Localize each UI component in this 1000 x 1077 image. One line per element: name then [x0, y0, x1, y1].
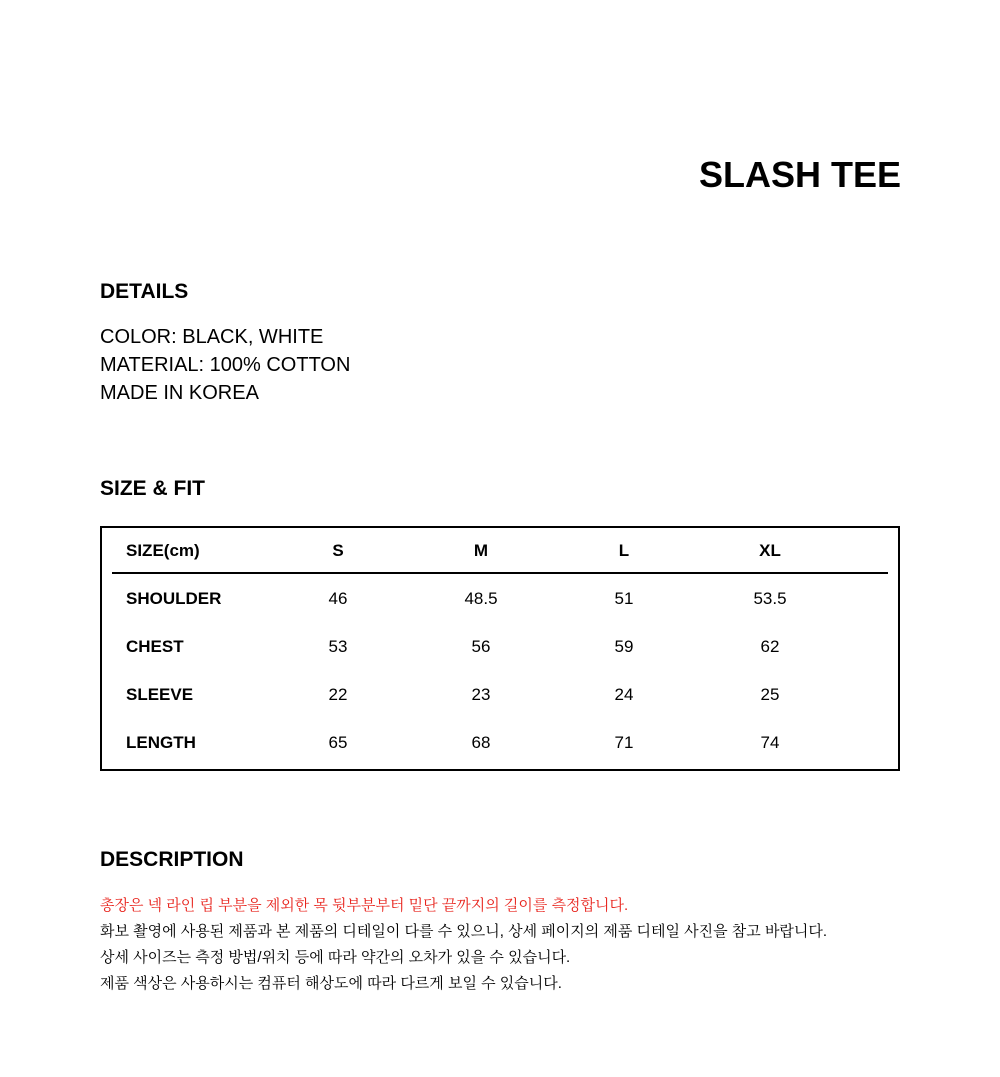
table-cell: 59 [614, 637, 634, 656]
table-cell: 74 [760, 733, 780, 752]
details-origin: MADE IN KOREA [100, 382, 259, 404]
details-heading: DETAILS [100, 280, 189, 303]
details-list [100, 323, 350, 407]
table-cell: 71 [614, 733, 634, 752]
table-cell: 62 [760, 637, 780, 656]
table-row [114, 589, 890, 613]
table-cell: 24 [614, 685, 634, 704]
description-heading: DESCRIPTION [100, 848, 244, 871]
column-header-size: SIZE(cm) [126, 541, 200, 560]
product-title: SLASH TEE [698, 154, 901, 195]
size-table-header [114, 541, 890, 565]
table-cell: 53 [328, 637, 348, 656]
size-table [100, 526, 900, 771]
table-cell: 23 [471, 685, 491, 704]
table-row [114, 637, 890, 661]
column-header-m: M [473, 541, 489, 560]
row-label-length: LENGTH [126, 733, 196, 752]
table-row [114, 733, 890, 757]
table-cell: 22 [328, 685, 348, 704]
details-material: MATERIAL: 100% COTTON [100, 354, 351, 376]
table-cell: 51 [614, 589, 634, 608]
description-note-color: 제품 색상은 사용하시는 컴퓨터 해상도에 따라 다르게 보일 수 있습니다. [100, 975, 562, 992]
description-note-measure: 상세 사이즈는 측정 방법/위치 등에 따라 약간의 오차가 있을 수 있습니다. [100, 949, 571, 966]
row-label-sleeve: SLEEVE [126, 685, 194, 704]
description-list [100, 893, 827, 997]
description-note-length: 총장은 넥 라인 립 부분을 제외한 목 뒷부분부터 밑단 끝까지의 길이를 측정합니다. [100, 897, 629, 914]
table-divider [112, 572, 888, 574]
table-cell: 68 [471, 733, 491, 752]
description-note-photo: 화보 촬영에 사용된 제품과 본 제품의 디테일이 다를 수 있으니, 상세 페이지의 제품 디테일 사진을 참고 바랍니다. [100, 923, 828, 940]
table-cell: 25 [760, 685, 780, 704]
table-cell: 48.5 [464, 589, 498, 608]
table-row [114, 685, 890, 709]
size-fit-heading: SIZE & FIT [100, 477, 205, 500]
column-header-xl: XL [759, 541, 781, 560]
column-header-s: S [332, 541, 344, 560]
table-cell: 53.5 [753, 589, 787, 608]
table-cell: 65 [328, 733, 348, 752]
table-cell: 46 [328, 589, 348, 608]
details-color: COLOR: BLACK, WHITE [100, 326, 324, 348]
row-label-shoulder: SHOULDER [126, 589, 222, 608]
row-label-chest: CHEST [126, 637, 184, 656]
column-header-l: L [618, 541, 630, 560]
table-cell: 56 [471, 637, 491, 656]
